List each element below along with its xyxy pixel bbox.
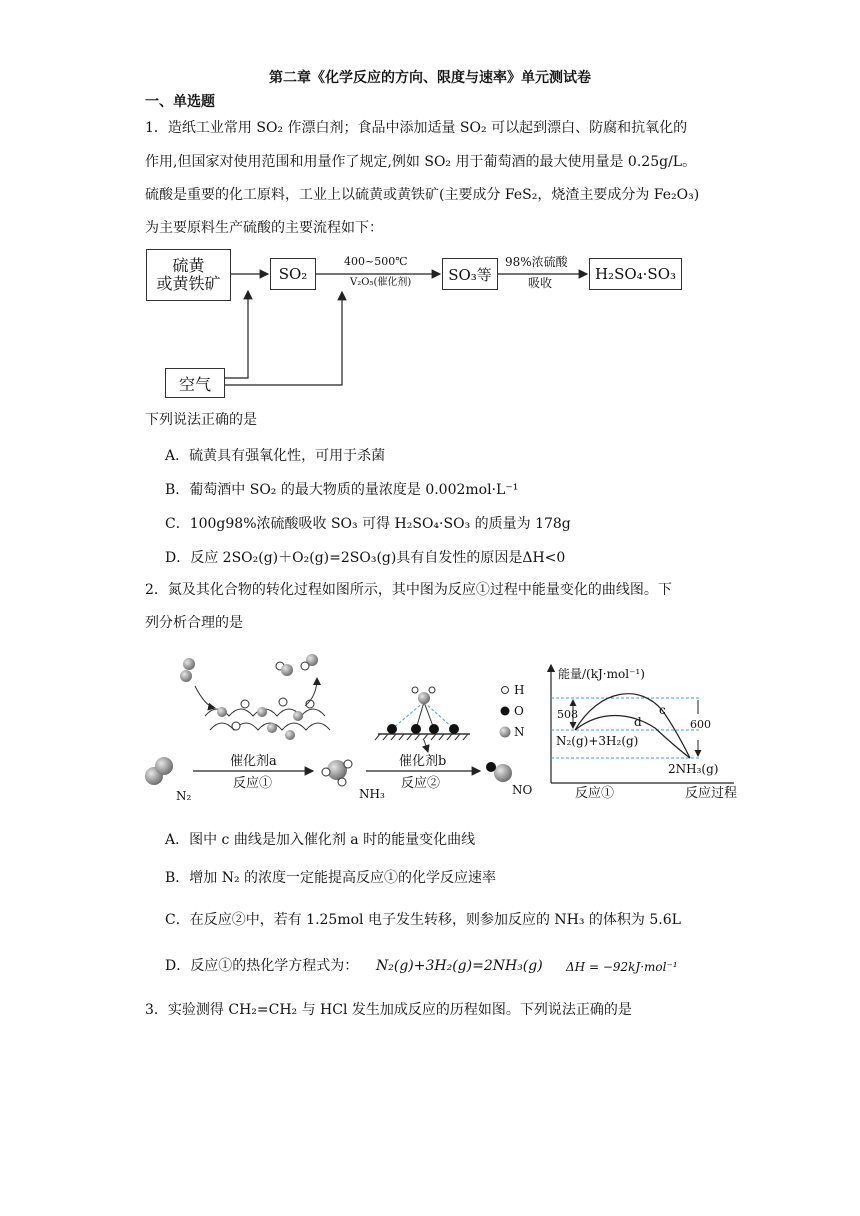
q2-option-a: A．图中 c 曲线是加入催化剂 a 时的能量变化曲线 (165, 832, 476, 848)
flow-box-so2: SO₂ (270, 258, 316, 290)
energy-ea-right: 600 (690, 718, 711, 731)
flow-absorb-label: 吸收 (528, 276, 553, 290)
flow-condition-temp: 400~500℃ (344, 255, 408, 268)
energy-x-label: 反应过程 (685, 786, 738, 801)
flow-box-raw-line2: 或黄铁矿 (156, 274, 221, 293)
flow-box-product: H₂SO₄·SO₃ (589, 258, 682, 290)
q1-line-2: 作用,但国家对使用范围和用量作了规定,例如 SO₂ 用于葡萄酒的最大使用量是 0.25g/L。 (145, 154, 697, 170)
energy-x-tick: 反应① (575, 786, 615, 801)
q2-line-1: 2．氮及其化合物的转化过程如图所示，其中图为反应①过程中能量变化的曲线图。下 (145, 582, 672, 598)
energy-ea-left: 508 (557, 708, 578, 721)
q2-option-b: B．增加 N₂ 的浓度一定能提高反应①的化学反应速率 (165, 870, 497, 886)
q2-option-d-equation: N₂(g)+3H₂(g)=2NH₃(g) (376, 958, 543, 974)
q1-line-4: 为主要原料生产硫酸的主要流程如下： (145, 220, 383, 236)
q1-option-a: A．硫黄具有强氧化性，可用于杀菌 (165, 448, 386, 464)
flow-absorb-agent: 98%浓硫酸 (505, 255, 568, 269)
reaction-1-label: 反应① (233, 776, 273, 791)
q2-line-2: 列分析合理的是 (145, 615, 243, 631)
products-label: 2NH₃(g) (668, 762, 719, 776)
q2-option-d-enthalpy: ΔH = −92kJ·mol⁻¹ (566, 960, 678, 974)
reaction-2-label: 反应② (401, 776, 441, 791)
q1-stem: 下列说法正确的是 (145, 412, 257, 428)
q1-line-1: 1．造纸工业常用 SO₂ 作漂白剂；食品中添加适量 SO₂ 可以起到漂白、防腐和抗氧化的 (145, 120, 688, 136)
flow-box-raw-line1: 硫黄 (172, 256, 205, 275)
legend-h-label: H (514, 683, 525, 697)
energy-y-label: 能量/(kJ·mol⁻¹) (558, 667, 645, 681)
n2-label: N₂ (176, 789, 192, 803)
legend-n-label: N (514, 725, 525, 739)
q1-option-b: B．葡萄酒中 SO₂ 的最大物质的量浓度是 0.002mol·L⁻¹ (165, 482, 519, 498)
legend-o-label: O (514, 704, 524, 718)
q1-option-d: D．反应 2SO₂(g)＋O₂(g)=2SO₃(g)具有自发性的原因是ΔH<0 (165, 550, 566, 566)
flow-box-air: 空气 (165, 368, 225, 398)
curve-c-label: c (659, 703, 666, 717)
page-title: 第二章《化学反应的方向、限度与速率》单元测试卷 (269, 70, 591, 86)
q1-option-c: C．100g98%浓硫酸吸收 SO₃ 可得 H₂SO₄·SO₃ 的质量为 178g (165, 516, 571, 532)
q2-option-c: C．在反应②中，若有 1.25mol 电子发生转移，则参加反应的 NH₃ 的体积为 5.6L (165, 912, 681, 928)
no-label: NO (512, 783, 533, 797)
nh3-label: NH₃ (359, 787, 385, 801)
section-heading: 一、单选题 (145, 94, 215, 110)
q3-line-1: 3．实验测得 CH₂=CH₂ 与 HCl 发生加成反应的历程如图。下列说法正确的是 (145, 1002, 632, 1018)
curve-d-label: d (634, 715, 642, 729)
flow-condition-catalyst: V₂O₅(催化剂) (350, 277, 412, 288)
q2-option-d: D．反应①的热化学方程式为： (165, 958, 359, 974)
flow-box-so3: SO₃等 (442, 258, 498, 290)
catalyst-b-label: 催化剂b (399, 754, 447, 769)
catalyst-a-label: 催化剂a (230, 754, 277, 769)
q1-line-3: 硫酸是重要的化工原料，工业上以硫黄或黄铁矿(主要成分 FeS₂，烧渣主要成分为 Fe₂O₃) (145, 187, 700, 203)
reactants-label: N₂(g)+3H₂(g) (556, 734, 639, 748)
